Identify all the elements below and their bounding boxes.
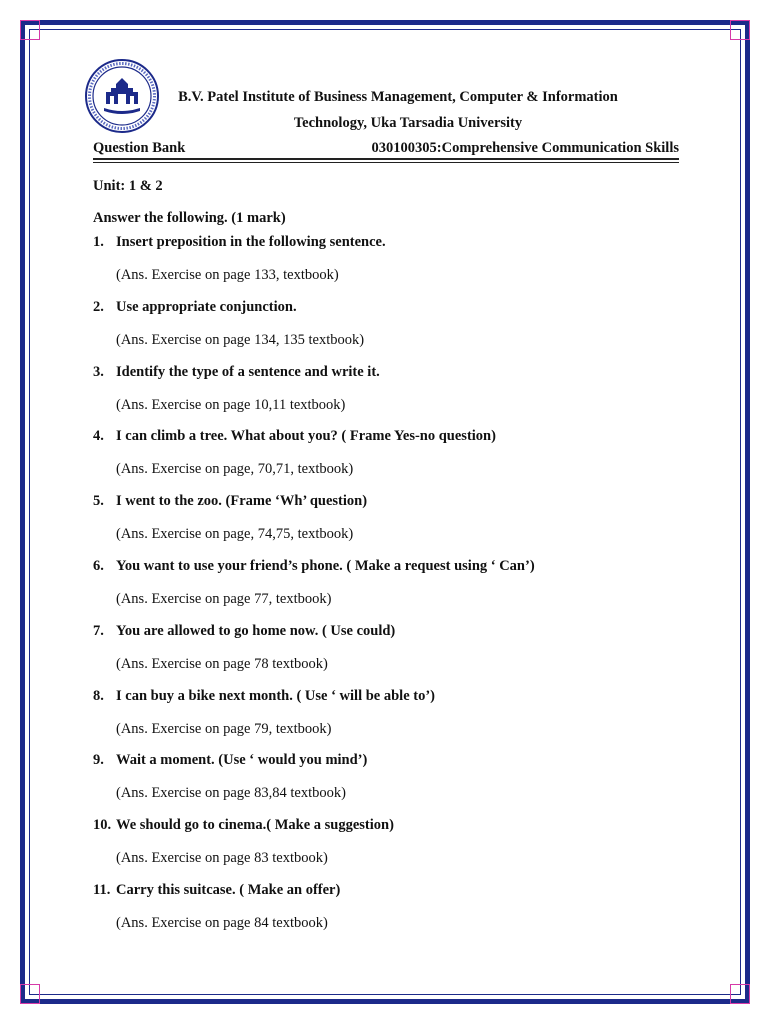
question-item [93, 882, 683, 947]
header-rule [93, 162, 679, 163]
institute-name-line2: Technology, Uka Tarsadia University [293, 115, 523, 131]
answer-reference: (Ans. Exercise on page 134, 135 textbook) [116, 331, 365, 348]
question-list [93, 234, 683, 947]
question-item [93, 623, 683, 688]
corner-ornament [20, 20, 40, 40]
corner-ornament [20, 984, 40, 1004]
course-code-title: 030100305:Comprehensive Communication Skills [371, 140, 679, 156]
corner-ornament [730, 984, 750, 1004]
question-number: 1. [93, 234, 104, 250]
question-item [93, 234, 683, 299]
question-item [93, 299, 683, 364]
question-text: Wait a moment. (Use ‘ would you mind’) [116, 752, 368, 769]
question-item [93, 752, 683, 817]
answer-reference: (Ans. Exercise on page 84 textbook) [116, 914, 328, 931]
question-number: 4. [93, 428, 104, 445]
question-item [93, 558, 683, 623]
question-number: 9. [93, 752, 104, 769]
question-item [93, 364, 683, 429]
answer-reference: (Ans. Exercise on page 79, textbook) [116, 720, 332, 737]
question-text: Insert preposition in the following sentence. [116, 234, 386, 250]
question-number: 2. [93, 298, 104, 315]
question-number: 8. [93, 687, 104, 704]
question-item [93, 428, 683, 493]
question-number: 5. [93, 493, 104, 510]
question-bank-label: Question Bank [93, 140, 186, 156]
corner-ornament [730, 20, 750, 40]
answer-reference: (Ans. Exercise on page 133, textbook) [116, 267, 339, 283]
institute-name-line1: B.V. Patel Institute of Business Management, Computer & Information [178, 89, 618, 105]
answer-reference: (Ans. Exercise on page 78 textbook) [116, 655, 328, 672]
answer-reference: (Ans. Exercise on page 83,84 textbook) [116, 785, 346, 802]
question-text: You are allowed to go home now. ( Use could) [116, 622, 396, 639]
question-text: You want to use your friend’s phone. ( Make a request using ‘ Can’) [116, 557, 535, 574]
instruction-heading: Answer the following. (1 mark) [93, 210, 286, 226]
answer-reference: (Ans. Exercise on page 77, textbook) [116, 590, 332, 607]
question-number: 7. [93, 622, 104, 639]
unit-label: Unit: 1 & 2 [93, 178, 163, 194]
question-text: I can climb a tree. What about you? ( Frame Yes-no question) [116, 428, 496, 445]
question-item [93, 817, 683, 882]
question-number: 10. [93, 817, 112, 834]
header-row [93, 140, 679, 158]
header-rule [93, 158, 679, 160]
question-number: 3. [93, 363, 104, 380]
answer-reference: (Ans. Exercise on page, 70,71, textbook) [116, 461, 354, 478]
question-item [93, 688, 683, 753]
question-text: Carry this suitcase. ( Make an offer) [116, 881, 341, 898]
question-item [93, 493, 683, 558]
answer-reference: (Ans. Exercise on page 83 textbook) [116, 850, 328, 867]
answer-reference: (Ans. Exercise on page, 74,75, textbook) [116, 526, 354, 543]
question-text: Identify the type of a sentence and write it. [116, 363, 380, 380]
question-text: I went to the zoo. (Frame ‘Wh’ question) [116, 493, 368, 510]
question-text: We should go to cinema.( Make a suggestion) [116, 817, 394, 834]
question-number: 11. [93, 881, 111, 898]
question-text: I can buy a bike next month. ( Use ‘ will be able to’) [116, 687, 436, 704]
answer-reference: (Ans. Exercise on page 10,11 textbook) [116, 396, 346, 413]
question-text: Use appropriate conjunction. [116, 298, 297, 315]
question-number: 6. [93, 557, 104, 574]
